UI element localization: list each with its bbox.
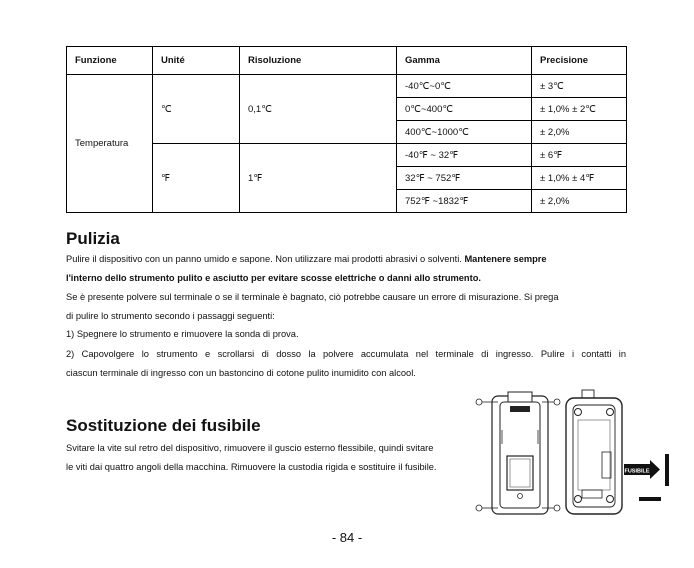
precision-cell: ± 6℉	[532, 144, 627, 167]
cleaning-text: Se è presente polvere sul terminale o se il terminale è bagnato, ciò potrebbe causare un errore di misurazione. Si prega	[66, 292, 559, 302]
cleaning-text: Pulire il dispositivo con un panno umido e sapone. Non utilizzare mai prodotti abrasivi o solventi.	[66, 254, 465, 264]
range-cell: -40℉ ~ 32℉	[397, 144, 532, 167]
fuse-arrow-icon	[624, 460, 660, 479]
function-cell: Temperatura	[67, 75, 153, 213]
cleaning-step-1: 1) Spegnere lo strumento e rimuovere la sonda di prova.	[66, 329, 299, 339]
cleaning-text: di pulire lo strumento secondo i passaggi seguenti:	[66, 310, 275, 321]
header-unita: Unité	[153, 47, 240, 75]
cleaning-title: Pulizia	[66, 229, 120, 248]
precision-cell: ± 1,0% ± 2℃	[532, 98, 627, 121]
fuse-paragraph	[66, 439, 476, 476]
device-back-icon	[566, 390, 622, 514]
device-front-icon	[476, 392, 560, 514]
table-header-row	[67, 47, 627, 75]
header-risoluzione: Risoluzione	[240, 47, 397, 75]
range-cell: 32℉ ~ 752℉	[397, 167, 532, 190]
header-precisione: Precisione	[532, 47, 627, 75]
fuse-text: le viti dai quattro angoli della macchina. Rimuovere la custodia rigida e sostituire il fusibile.	[66, 461, 437, 472]
precision-cell: ± 2,0%	[532, 121, 627, 144]
page-number: - 84 -	[331, 530, 363, 545]
fuse-title: Sostituzione dei fusibile	[66, 416, 261, 435]
device-illustration	[474, 388, 684, 520]
cleaning-step-2a: 2) Capovolgere lo strumento e scrollarsi di dosso la polvere accumulata nel terminale di ingresso. Pulire i contatti in	[66, 349, 626, 359]
cleaning-paragraph-1	[66, 250, 626, 287]
fuse-text: Svitare la vite sul retro del dispositivo, rimuovere il guscio esterno flessibile, quindi svitare	[66, 443, 434, 453]
unit-cell: ℃	[153, 75, 240, 144]
cleaning-step-2b: ciascun terminale di ingresso con un bastoncino di cotone pulito inumidito con alcool.	[66, 368, 416, 378]
range-cell: 0℃~400℃	[397, 98, 532, 121]
header-funzione: Funzione	[67, 47, 153, 75]
cleaning-warning-b: l'interno dello strumento pulito e asciutto per evitare scosse elettriche o danni allo strumento.	[66, 272, 481, 283]
precision-cell: ± 1,0% ± 4℉	[532, 167, 627, 190]
table-row	[67, 75, 627, 98]
cleaning-warning-a: Mantenere sempre	[464, 254, 547, 264]
precision-cell: ± 2,0%	[532, 190, 627, 213]
cleaning-paragraph-2	[66, 288, 626, 325]
range-cell: 752℉ ~1832℉	[397, 190, 532, 213]
fuse-icon	[639, 454, 669, 501]
header-gamma: Gamma	[397, 47, 532, 75]
precision-cell: ± 3℃	[532, 75, 627, 98]
range-cell: 400℃~1000℃	[397, 121, 532, 144]
resolution-cell: 0,1℃	[240, 75, 397, 144]
resolution-cell: 1℉	[240, 144, 397, 213]
range-cell: -40℃~0℃	[397, 75, 532, 98]
spec-table	[66, 46, 627, 213]
unit-cell: ℉	[153, 144, 240, 213]
fuse-label: FUSIBILE	[624, 468, 650, 475]
